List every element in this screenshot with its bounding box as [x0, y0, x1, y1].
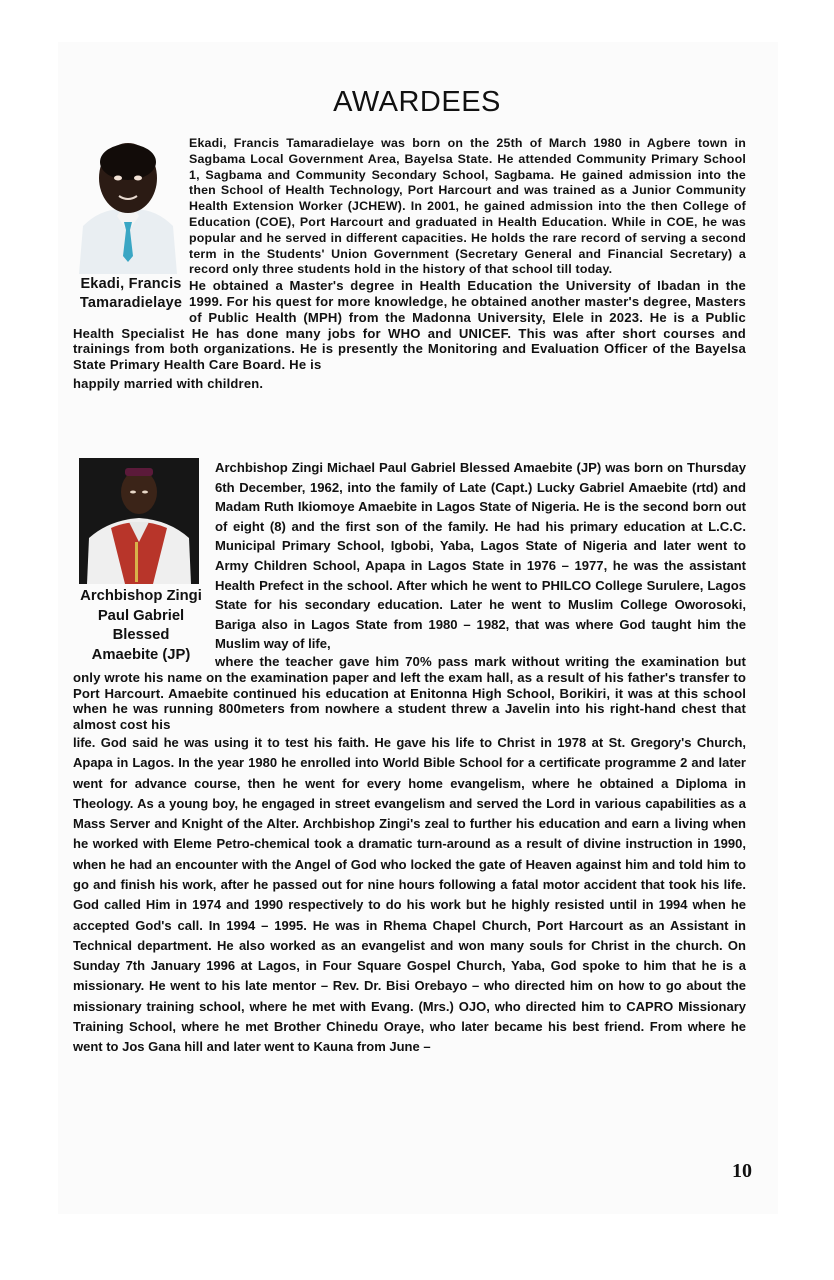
awardee-2-caption-line-2: Paul Gabriel Blessed — [97, 607, 185, 643]
awardee-1-figure — [73, 136, 189, 320]
awardee-1-section — [73, 136, 746, 392]
awardee-2-caption-line-3: Amaebite (JP) — [91, 646, 191, 663]
awardee-2-caption-line-1: Archbishop Zingi — [80, 588, 202, 604]
portrait-photo-icon — [79, 458, 199, 584]
awardee-1-photo — [73, 136, 183, 274]
awardee-1-caption-line-1: Ekadi, Francis — [80, 276, 182, 292]
awardee-1-bio-continued: He obtained a Master's degree in Health Education the University of Ibadan in the 1999. For his quest for more knowledge, he obtained another master's degree, Masters of Public Health (MPH) from the Madonna University, Elele in 2023. He is a Public Health Specialist He has done many jobs for WHO and UNICEF. This was after short courses and trainings from both organizations. He is presently the Monitoring and Evaluation Officer of the Bayelsa State Primary Health Care Board. He is — [73, 278, 746, 373]
awardee-2-section — [73, 458, 746, 1058]
page-title: AWARDEES — [333, 86, 501, 118]
awardee-2-bio-end: life. God said he was using it to test his faith. He gave his life to Christ in 1978 at St. Gregory's Church, Apapa in Lagos. In the year 1980 he enrolled into World Bible School for a certificate programme 2 and later went for advance course, then he went for every home evangelism, where he obtained a Diploma in Theology. As a young boy, he engaged in street evangelism and served the Lord in various capabilities as a Mass Server and Knight of the Alter. Archbishop Zingi's zeal to further his education and earn a living when he worked with Eleme Petro-chemical took a dramatic turn-around as a result of divine instruction in 1990, when he had an encounter with the Angel of God who locked the gate of Heaven against him and told him to go and finish his work, after he passed out for nine hours following a fatal motor accident that took his life. God called Him in 1974 and 1990 respectively to do his work but he highly resisted until in 1994 when he accepted God's call. In 1994 – 1995. He was in Rhema Chapel Church, Port Harcourt as an Assistant in Technical department. He also worked as an evangelist and won many souls for Christ in the church. On Sunday 7th January 1996 at Lagos, in Four Square Gospel Church, Yaba, God spoke to him that he is a missionary. He went to his late mentor – Rev. Dr. Bisi Orebayo – who directed him on how to go about the missionary training school, where he met with Evang. (Mrs.) OJO, who directed him to CAPRO Missionary Training School, where he met Brother Chinedu Oraye, who later became his best friend. From where he went to Jos Gana hill and later went to Kauna from June – — [73, 734, 746, 1055]
awardee-2-bio: Archbishop Zingi Michael Paul Gabriel Blessed Amaebite (JP) was born on Thursday 6th December, 1962, into the family of Late (Capt.) Lucky Gabriel Amaebite (rtd) and Madam Ruth Ikiomoye Amaebite in Lagos State of Nigeria. He is the second born out of eight (8) and the first son of the family. He had his primary education at L.C.C. Municipal Primary School, Igbobi, Yaba, Lagos State of Nigeria and later went to Army Children School, Apapa in Lagos State in 1976 – 1977, he was the assistant Health Prefect in the school. After which he went to PHILCO College Surulere, Lagos State for his secondary education. Later he went to Muslim College Oworosoki, Bariga also in Lagos State from 1980 – 1982, that was where God taught him the Muslim way of life, — [215, 460, 746, 652]
awardee-2-bio-continued: where the teacher gave him 70% pass mark without writing the examination but only wrote his name on the examination paper and left the exam hall, as a result of his father's transfer to Port Harcourt. Amaebite continued his education at Enitonna High School, Borikiri, it was at this school when he was running 800meters from nowhere a student threw a Javelin into his right-hand chest that almost cost his — [73, 653, 746, 733]
awardee-1-bio-end: happily married with children. — [73, 375, 264, 391]
awardee-2-caption — [73, 587, 209, 665]
awardee-1-caption — [73, 275, 189, 313]
awardee-2-figure — [73, 458, 209, 668]
portrait-photo-icon — [73, 136, 183, 274]
awardee-2-photo — [79, 458, 199, 584]
page-number: 10 — [732, 1160, 752, 1182]
awardee-1-caption-line-2: Tamaradielaye — [79, 295, 183, 311]
awardee-1-bio: Ekadi, Francis Tamaradielaye was born on the 25th of March 1980 in Agbere town in Sagbama Local Government Area, Bayelsa State. He attended Community Primary School 1, Sagbama and Community Secondary School, Sagbama. He gained admission into the then School of Health Technology, Port Harcourt and was trained as a Junior Community Health Extension Worker (JCHEW). In 2001, he gained admission into the then College of Education (COE), Port Harcourt and graduated in Health Education. While in COE, he was popular and he served in different capacities. He holds the rare record of serving a second term in the Students' Union Government (Secretary General and Financial Secretary) a record only three students hold in the history of that school till today. — [189, 136, 746, 277]
